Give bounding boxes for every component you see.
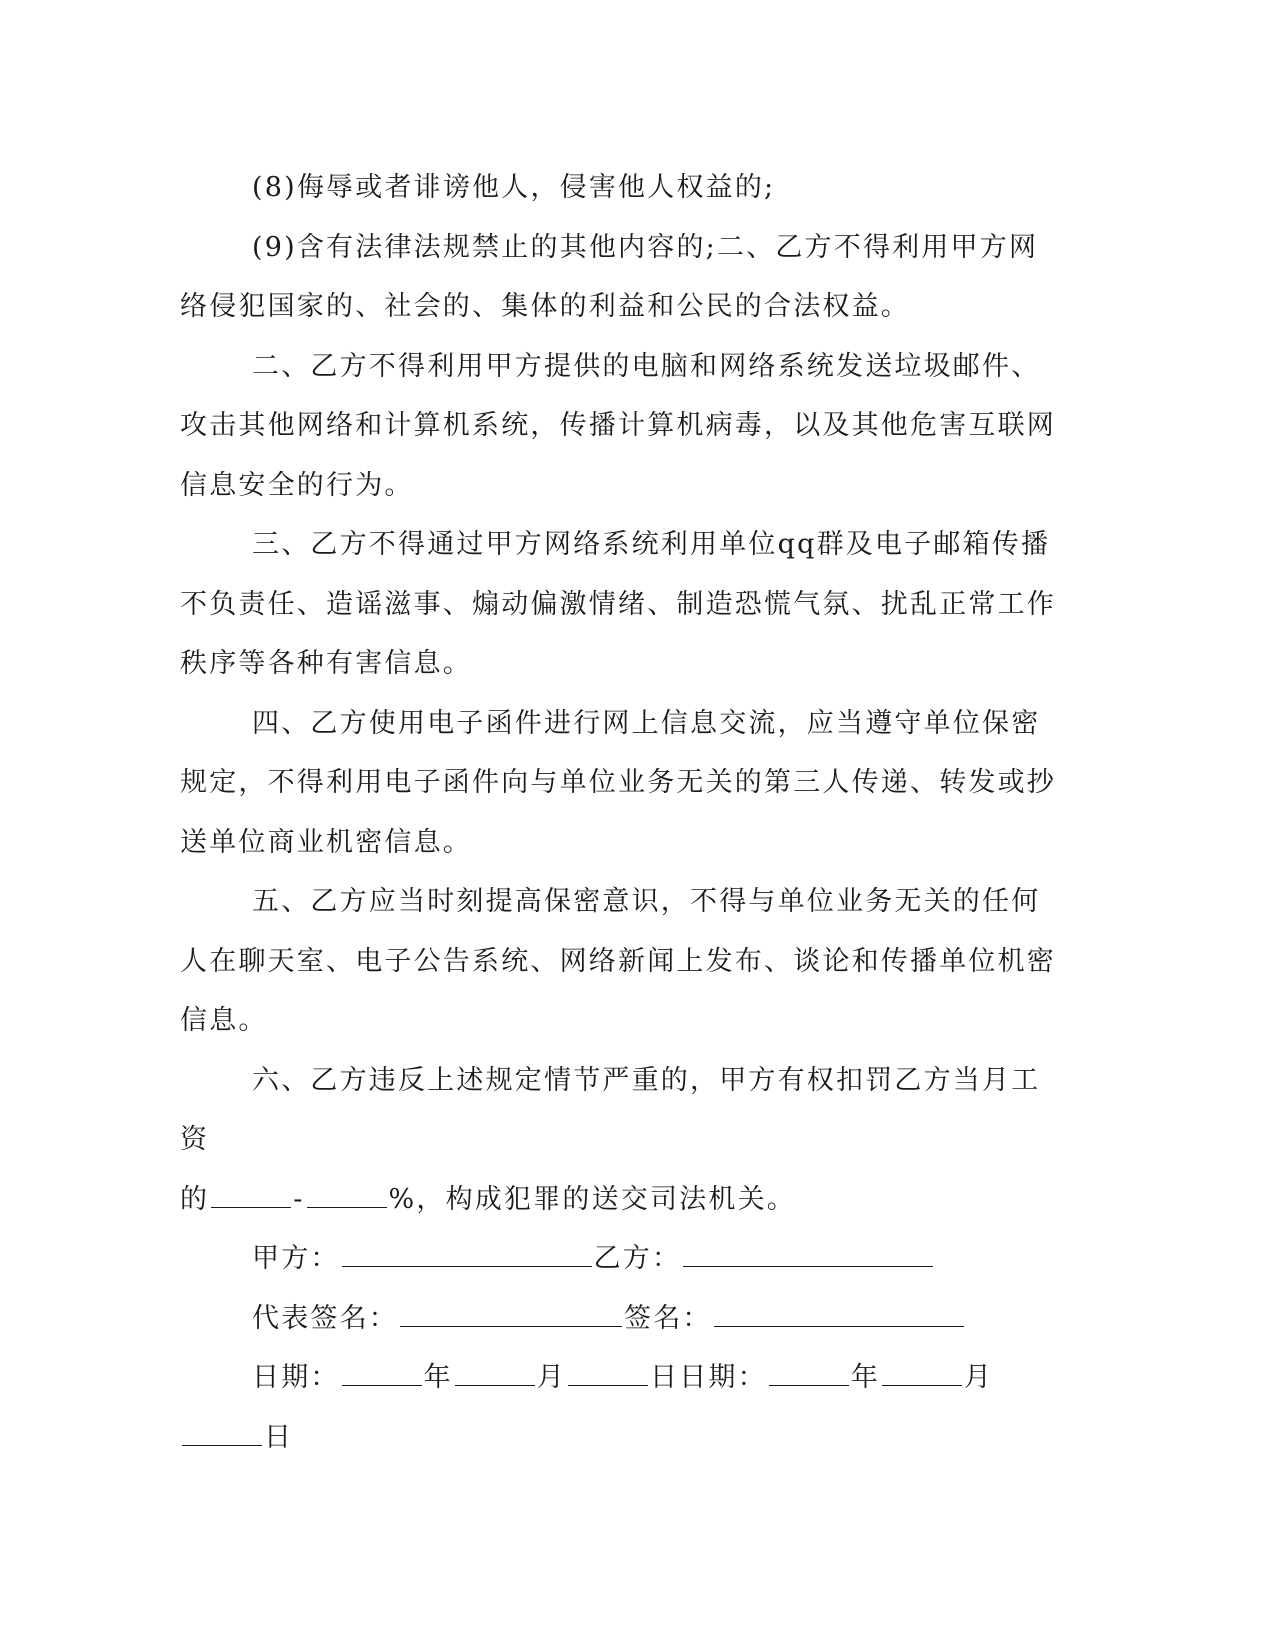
clause-8: (8)侮辱或者诽谤他人，侵害他人权益的; — [252, 172, 776, 203]
day-line — [180, 1408, 1060, 1468]
clause-3: 三、乙方不得通过甲方网络系统利用单位qq群及电子邮箱传播不负责任、造谣滋事、煽动偏激情绪、制造恐慌气氛、扰乱正常工作秩序等各种有害信息。 — [180, 529, 1056, 679]
penalty-dash: - — [293, 1183, 305, 1215]
month-a-blank[interactable] — [455, 1361, 535, 1386]
penalty-suffix: %，构成犯罪的送交司法机关。 — [388, 1183, 796, 1215]
day-a-date-b-label: 日日期： — [650, 1362, 767, 1393]
clause-6: 六、乙方违反上述规定情节严重的，甲方有权扣罚乙方当月工资 — [180, 1064, 1041, 1155]
sign-line — [180, 1289, 1060, 1349]
clause-4: 四、乙方使用电子函件进行网上信息交流，应当遵守单位保密规定，不得利用电子函件向与单位业务无关的第三人传递、转发或抄送单位商业机密信息。 — [180, 707, 1056, 858]
penalty-line — [180, 1170, 1060, 1230]
day-a-blank[interactable] — [568, 1361, 648, 1386]
party-a-blank[interactable] — [342, 1242, 592, 1267]
date-label-a: 日期： — [252, 1362, 340, 1393]
month-b-blank[interactable] — [882, 1361, 962, 1386]
month-b-label: 月 — [964, 1362, 994, 1393]
day-b-label: 日 — [264, 1421, 294, 1453]
rep-sign-label: 代表签名： — [252, 1302, 398, 1334]
penalty-max-blank[interactable] — [307, 1183, 387, 1208]
date-line — [180, 1348, 1060, 1408]
clause-9: (9)含有法律法规禁止的其他内容的;二、乙方不得利用甲方网络侵犯国家的、社会的、集体的利益和公民的合法权益。 — [180, 231, 1039, 322]
party-b-label: 乙方： — [593, 1243, 682, 1274]
sign-label: 签名： — [624, 1302, 712, 1334]
day-b-blank[interactable] — [182, 1421, 262, 1446]
penalty-prefix: 的 — [180, 1183, 210, 1215]
month-a-label: 月 — [536, 1362, 567, 1393]
clause-2: 二、乙方不得利用甲方提供的电脑和网络系统发送垃圾邮件、攻击其他网络和计算机系统，传播计算机病毒，以及其他危害互联网信息安全的行为。 — [180, 350, 1056, 501]
penalty-min-blank[interactable] — [211, 1183, 291, 1208]
year-a-label: 年 — [423, 1362, 453, 1393]
party-b-blank[interactable] — [683, 1242, 933, 1267]
party-line — [180, 1229, 1060, 1289]
rep-sign-blank[interactable] — [400, 1302, 622, 1327]
sign-blank[interactable] — [714, 1302, 964, 1327]
year-b-blank[interactable] — [769, 1361, 849, 1386]
clause-5: 五、乙方应当时刻提高保密意识，不得与单位业务无关的任何人在聊天室、电子公告系统、网络新闻上发布、谈论和传播单位机密信息。 — [180, 886, 1056, 1036]
document-body — [180, 158, 1060, 1467]
year-b-label: 年 — [850, 1362, 881, 1393]
year-a-blank[interactable] — [342, 1361, 422, 1386]
party-a-label: 甲方： — [252, 1243, 340, 1274]
